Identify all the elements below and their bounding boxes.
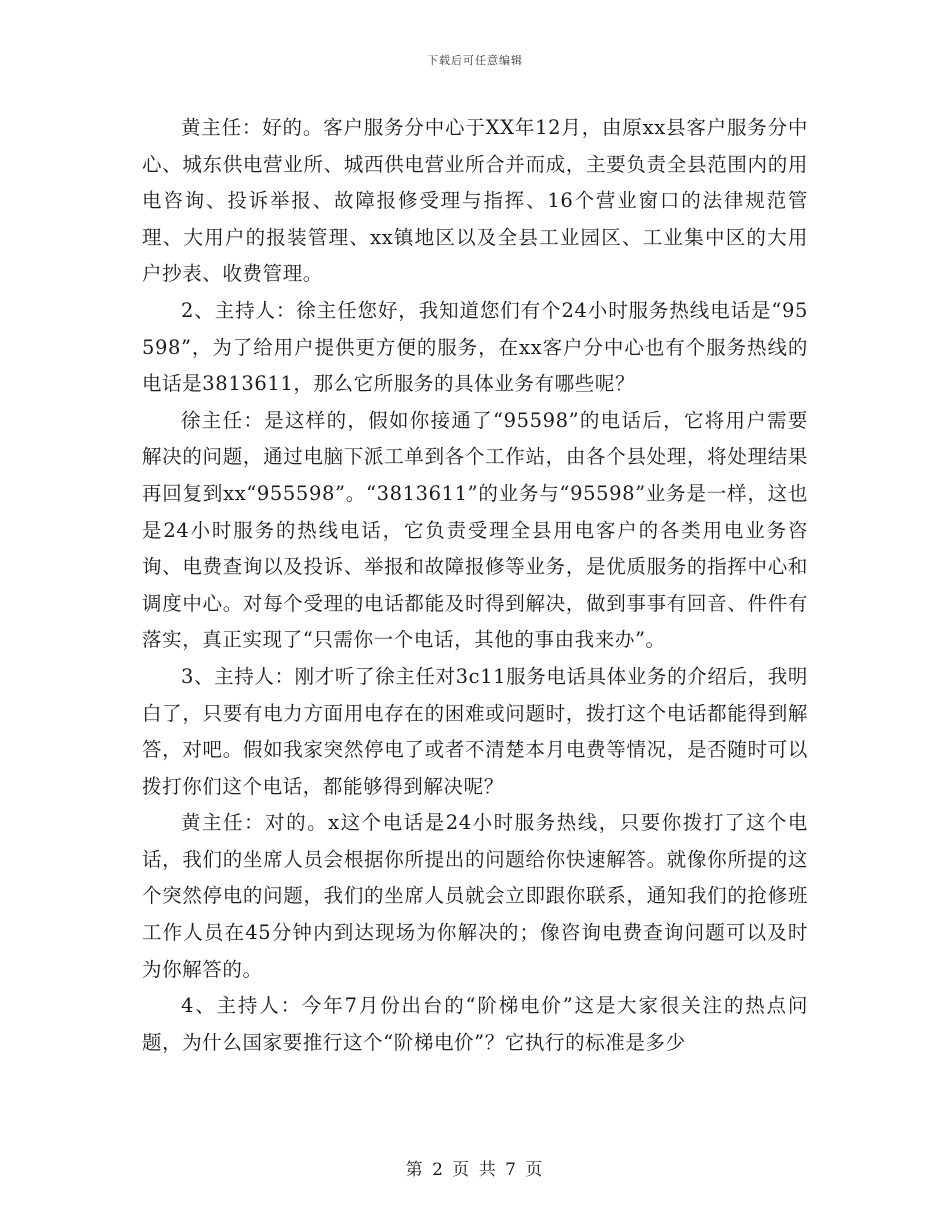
page-number: 第 2 页 共 7 页 [405, 1160, 545, 1180]
paragraph-huang-answer: 黄主任：对的。x这个电话是24小时服务热线，只要你拨打了这个电话，我们的坐席人员会根据你所提出的问题给你快速解答。就像你所提的这个突然停电的问题，我们的坐席人员就会立即跟你联系，通知我们的抢修班工作人员在45分钟内到达现场为你解决的；像咨询电费查询问题可以及时为你解答的。 [142, 811, 808, 981]
paragraph-host-question-4: 4、主持人：今年7月份出台的“阶梯电价”这是大家很关注的热点问题，为什么国家要推行这个“阶梯电价”？它执行的标准是多少 [142, 994, 808, 1054]
page-header: 下载后可任意编辑 [427, 54, 523, 67]
paragraph-host-question-2: 2、主持人：徐主任您好，我知道您们有个24小时服务热线电话是“95598”，为了给用户提供更方便的服务，在xx客户分中心也有个服务热线的电话是3813611，那么它所服务的具体业务有哪些呢？ [142, 298, 808, 396]
paragraph-huang-intro: 黄主任：好的。客户服务分中心于XX年12月，由原xx县客户服务分中心、城东供电营业所、城西供电营业所合并而成，主要负责全县范围内的用电咨询、投诉举报、故障报修受理与指挥、16个营业窗口的法律规范管理、大用户的报装管理、xx镇地区以及全县工业园区、工业集中区的大用户抄表、收费管理。 [142, 116, 808, 286]
paragraph-xu-answer: 徐主任：是这样的，假如你接通了“95598”的电话后，它将用户需要解决的问题，通过电脑下派工单到各个工作站，由各个县处理，将处理结果再回复到xx“955598”。“3813611”的业务与“95598”业务是一样，这也是24小时服务的热线电话，它负责受理全县用电客户的各类用电业务咨询、电费查询以及投诉、举报和故障报修等业务，是优质服务的指挥中心和调度中心。对每个受理的电话都能及时得到解决，做到事事有回音、件件有落实，真正实现了“只需你一个电话，其他的事由我来办”。 [142, 408, 808, 652]
document-body [142, 110, 808, 1061]
paragraph-host-question-3: 3、主持人：刚才听了徐主任对3c11服务电话具体业务的介绍后，我明白了，只要有电力方面用电存在的困难或问题时，拨打这个电话都能得到解答，对吧。假如我家突然停电了或者不清楚本月电费等情况，是否随时可以拨打你们这个电话，都能够得到解决呢？ [142, 664, 808, 798]
